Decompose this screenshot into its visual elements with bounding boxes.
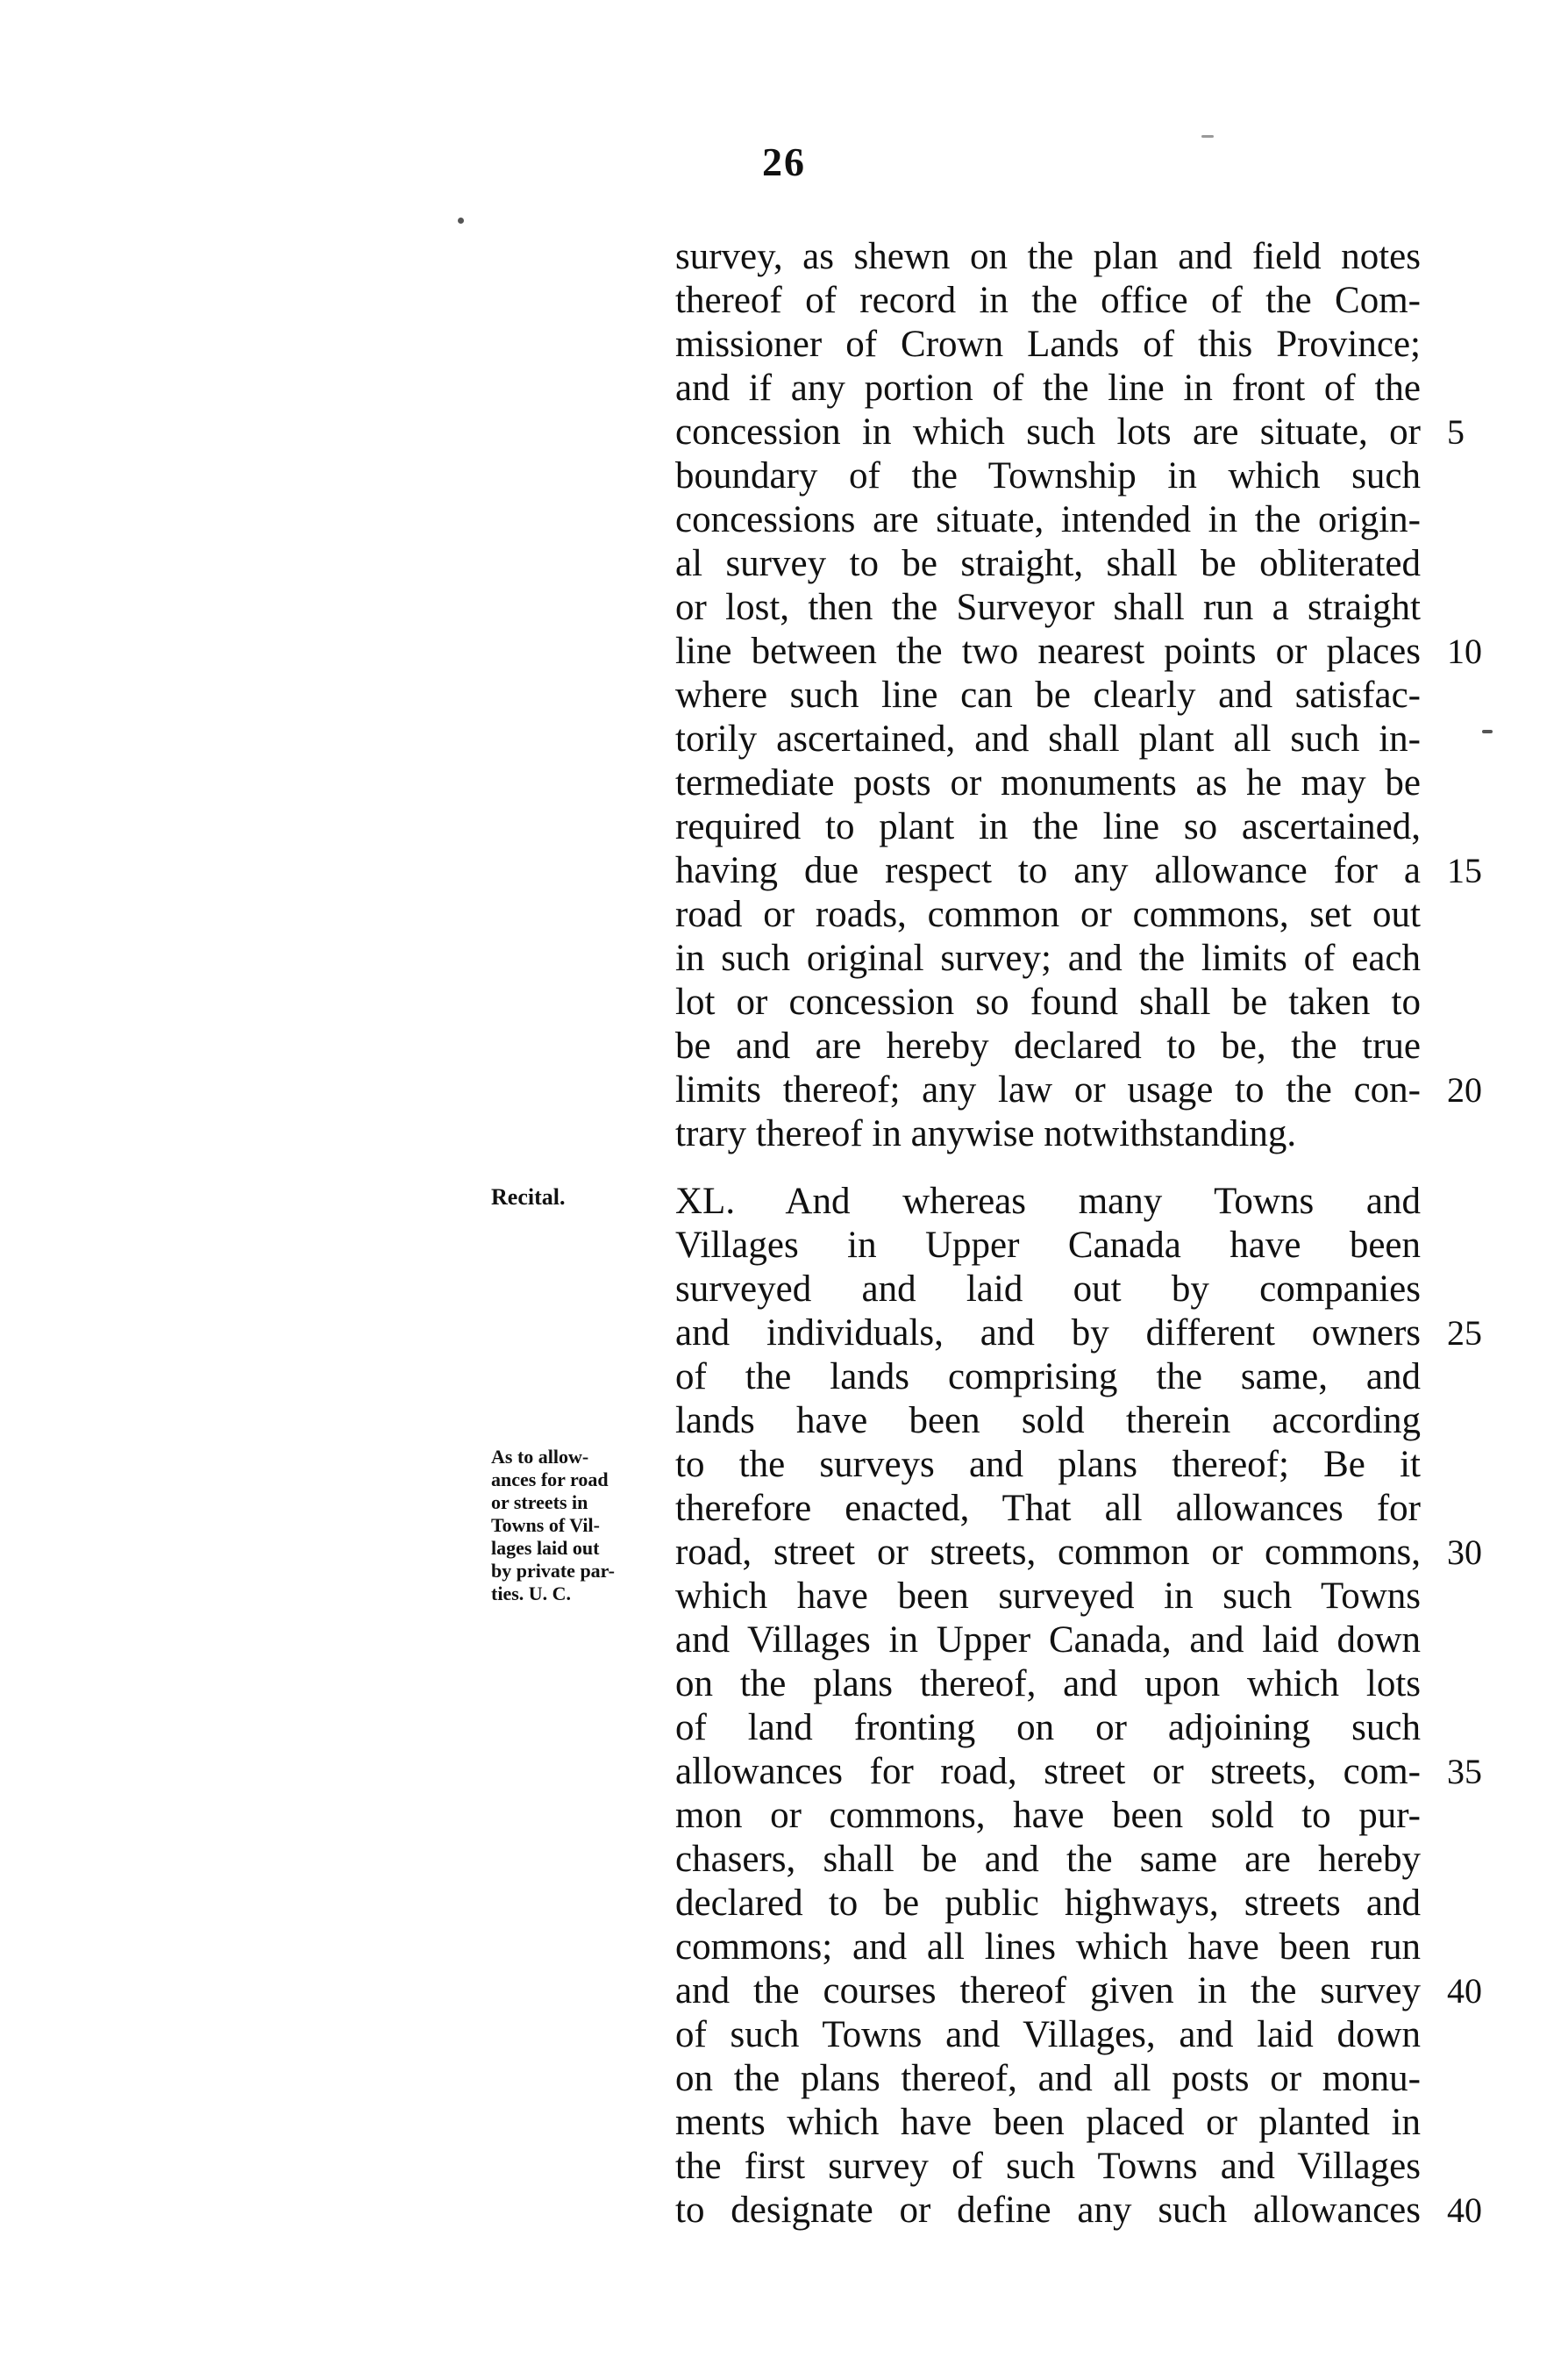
line-number: 10 xyxy=(1447,632,1482,671)
sidenote-line: ties. U. C. xyxy=(491,1583,572,1604)
text-line: therefore enacted, That all allowances for xyxy=(675,1488,1421,1529)
text-line: of such Towns and Villages, and laid down xyxy=(675,2014,1421,2055)
text-line: which have been surveyed in such Towns xyxy=(675,1575,1421,1617)
text-line: boundary of the Township in which such xyxy=(675,455,1421,497)
line-number: 35 xyxy=(1447,1752,1482,1791)
text-line: where such line can be clearly and satisfac- xyxy=(675,675,1421,716)
text-line: having due respect to any allowance for a xyxy=(675,850,1421,891)
margin-note-allowances xyxy=(491,1446,666,1605)
margin-note-recital: Recital. xyxy=(491,1184,566,1210)
paper-speck xyxy=(1201,135,1214,138)
text-line: of land fronting on or adjoining such xyxy=(675,1707,1421,1748)
text-line: to the surveys and plans thereof; Be it xyxy=(675,1444,1421,1485)
text-line: thereof of record in the office of the Com- xyxy=(675,280,1421,321)
text-line: XL. And whereas many Towns and xyxy=(675,1181,1421,1222)
sidenote-line: by private par- xyxy=(491,1560,615,1582)
text-line: concessions are situate, intended in the origin- xyxy=(675,499,1421,540)
line-number: 40 xyxy=(1447,1971,1482,2011)
text-line: termediate posts or monuments as he may be xyxy=(675,762,1421,804)
text-line: be and are hereby declared to be, the true xyxy=(675,1025,1421,1067)
sidenote-line: lages laid out xyxy=(491,1537,600,1559)
text-line: torily ascertained, and shall plant all such in- xyxy=(675,718,1421,760)
text-line: line between the two nearest points or places xyxy=(675,631,1421,672)
text-line: and Villages in Upper Canada, and laid down xyxy=(675,1619,1421,1661)
text-line: ments which have been placed or planted in xyxy=(675,2102,1421,2143)
text-line: to designate or define any such allowances xyxy=(675,2190,1421,2231)
text-line: concession in which such lots are situate, or xyxy=(675,411,1421,453)
text-line: allowances for road, street or streets, com- xyxy=(675,1751,1421,1792)
text-line: required to plant in the line so ascertained, xyxy=(675,806,1421,847)
sidenote-line: ances for road xyxy=(491,1468,609,1490)
text-line: declared to be public highways, streets and xyxy=(675,1883,1421,1924)
text-line: the first survey of such Towns and Villages xyxy=(675,2146,1421,2187)
text-line: and the courses thereof given in the survey xyxy=(675,1970,1421,2011)
text-line: on the plans thereof, and upon which lots xyxy=(675,1663,1421,1704)
line-number: 40 xyxy=(1447,2190,1482,2230)
text-line: and individuals, and by different owners xyxy=(675,1312,1421,1354)
text-line: limits thereof; any law or usage to the con- xyxy=(675,1069,1421,1111)
text-line: mon or commons, have been sold to pur- xyxy=(675,1795,1421,1836)
sidenote-line: or streets in xyxy=(491,1491,588,1513)
sidenote-line: As to allow- xyxy=(491,1446,589,1468)
text-line: trary thereof in anywise notwithstanding. xyxy=(675,1113,1297,1154)
text-line: on the plans thereof, and all posts or monu- xyxy=(675,2058,1421,2099)
text-line: road or roads, common or commons, set out xyxy=(675,894,1421,935)
page-number: 26 xyxy=(762,139,806,184)
text-line: lot or concession so found shall be taken to xyxy=(675,982,1421,1023)
text-line: chasers, shall be and the same are hereby xyxy=(675,1839,1421,1880)
text-line: Villages in Upper Canada have been xyxy=(675,1225,1421,1266)
line-number: 20 xyxy=(1447,1070,1482,1110)
sidenote-line: Towns of Vil- xyxy=(491,1514,600,1536)
text-line: commons; and all lines which have been run xyxy=(675,1926,1421,1968)
text-line: surveyed and laid out by companies xyxy=(675,1268,1421,1310)
text-line: or lost, then the Surveyor shall run a straight xyxy=(675,587,1421,628)
text-line: in such original survey; and the limits of each xyxy=(675,938,1421,979)
text-line: lands have been sold therein according xyxy=(675,1400,1421,1441)
line-number: 5 xyxy=(1447,412,1465,452)
paper-speck xyxy=(458,218,464,224)
text-line: road, street or streets, common or commons, xyxy=(675,1532,1421,1573)
text-line: al survey to be straight, shall be obliterated xyxy=(675,543,1421,584)
text-line: missioner of Crown Lands of this Province; xyxy=(675,324,1421,365)
line-number: 30 xyxy=(1447,1533,1482,1572)
line-number: 15 xyxy=(1447,851,1482,890)
text-line: survey, as shewn on the plan and field notes xyxy=(675,236,1421,277)
text-line: and if any portion of the line in front of the xyxy=(675,368,1421,409)
line-number: 25 xyxy=(1447,1313,1482,1353)
paper-speck xyxy=(1482,730,1493,733)
text-line: of the lands comprising the same, and xyxy=(675,1356,1421,1397)
